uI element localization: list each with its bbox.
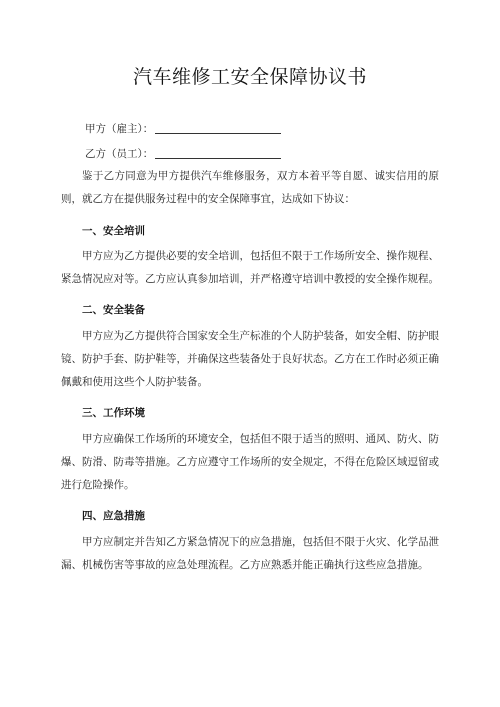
party-a-blank xyxy=(155,120,281,134)
party-b-blank xyxy=(155,145,281,159)
intro-paragraph: 鉴于乙方同意为甲方提供汽车维修服务，双方本着平等自愿、诚实信用的原则，就乙方在提供服务过程中的安全保障事宜，达成如下协议： xyxy=(61,170,439,205)
section-heading-emergency: 四、应急措施 xyxy=(82,510,145,522)
section-body-environment: 甲方应确保工作场所的环境安全，包括但不限于适当的照明、通风、防火、防爆、防滑、防毒等措施。乙方应遵守工作场所的安全规定，不得在危险区域逗留或进行危险操作。 xyxy=(61,433,439,491)
document-title: 汽车维修工安全保障协议书 xyxy=(132,66,367,88)
section-body-emergency: 甲方应制定并告知乙方紧急情况下的应急措施，包括但不限于火灾、化学品泄漏、机械伤害等事故的应急处理流程。乙方应熟悉并能正确执行这些应急措施。 xyxy=(61,536,439,571)
section-body-training: 甲方应为乙方提供必要的安全培训，包括但不限于工作场所安全、操作规程、紧急情况应对等。乙方应认真参加培训，并严格遵守培训中教授的安全操作规程。 xyxy=(61,250,439,285)
party-a-label: 甲方（雇主）： xyxy=(85,123,154,135)
section-heading-equipment: 二、安全装备 xyxy=(82,304,145,316)
section-body-equipment: 甲方应为乙方提供符合国家安全生产标准的个人防护装备，如安全帽、防护眼镜、防护手套、防护鞋等，并确保这些装备处于良好状态。乙方在工作时必须正确佩戴和使用这些个人防护装备。 xyxy=(61,330,439,388)
party-b-line xyxy=(85,145,281,163)
section-heading-training: 一、安全培训 xyxy=(82,225,145,237)
section-heading-environment: 三、工作环境 xyxy=(82,407,145,419)
party-a-line xyxy=(85,120,281,138)
party-b-label: 乙方（员工）： xyxy=(85,148,154,160)
